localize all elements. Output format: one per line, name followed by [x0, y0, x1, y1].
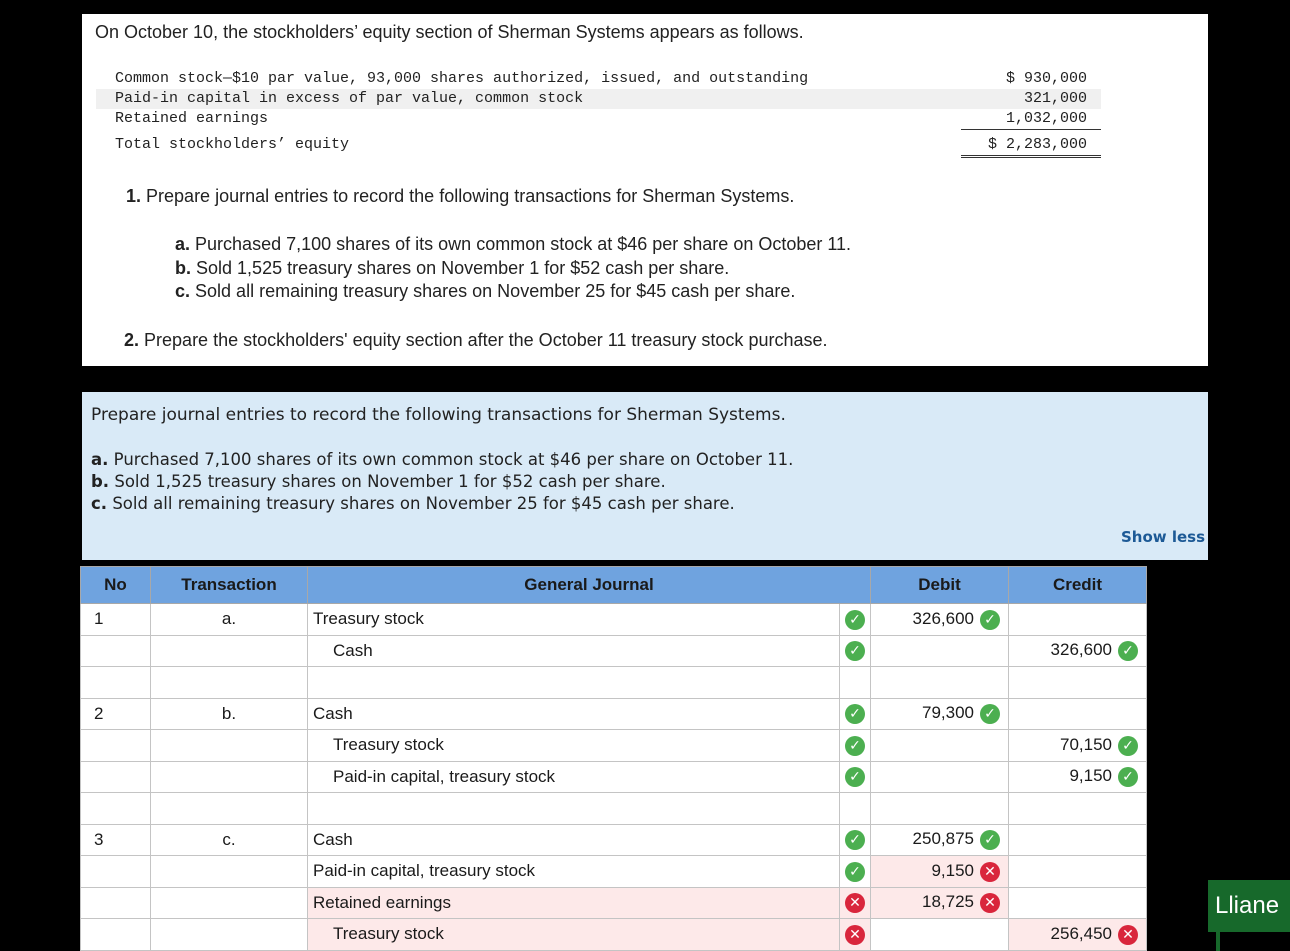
requirement-2 [124, 330, 828, 351]
transaction-letter [151, 730, 308, 762]
debit-input[interactable] [871, 761, 1009, 793]
account-input[interactable]: Retained earnings [308, 887, 840, 919]
transaction-list [175, 233, 851, 304]
check-circle-icon: ✓ [845, 736, 865, 756]
row-number [81, 856, 151, 888]
check-circle-icon: ✓ [980, 704, 1000, 724]
credit-value: 70,150 [1060, 734, 1112, 754]
equity-amount: $ 930,000 [1005, 70, 1087, 87]
table-header-row [81, 567, 1147, 604]
account-input[interactable]: Paid-in capital, treasury stock [308, 761, 840, 793]
x-circle-icon: ✕ [1118, 925, 1138, 945]
name-tag-decoration [1216, 932, 1220, 951]
transaction-letter [151, 793, 308, 825]
equity-label: Common stock—$10 par value, 93,000 shares authorized, issued, and outstanding [115, 70, 809, 87]
debit-value: 18,725 [922, 892, 974, 912]
table-row [81, 761, 1147, 793]
x-circle-icon: ✕ [980, 862, 1000, 882]
account-status [840, 635, 871, 667]
transaction-letter [151, 919, 308, 951]
requirement-number: 2. [124, 330, 140, 350]
credit-input[interactable] [1009, 887, 1147, 919]
account-input[interactable]: Treasury stock [308, 604, 840, 636]
item-text: Purchased 7,100 shares of its own common stock at $46 per share on October 11. [195, 234, 852, 254]
item-letter: c. [175, 281, 191, 301]
debit-input[interactable] [871, 824, 1009, 856]
item-text: Sold all remaining treasury shares on November 25 for $45 cash per share. [112, 494, 735, 513]
header-credit: Credit [1009, 567, 1147, 604]
intro-text: On October 10, the stockholders’ equity section of Sherman Systems appears as follows. [95, 22, 804, 42]
account-input[interactable]: Cash [308, 635, 840, 667]
credit-input[interactable] [1009, 604, 1147, 636]
check-circle-icon: ✓ [1118, 736, 1138, 756]
credit-value: 326,600 [1050, 640, 1112, 660]
account-input[interactable]: Cash [308, 824, 840, 856]
account-status [840, 698, 871, 730]
debit-value: 326,600 [912, 608, 974, 628]
equity-table [96, 69, 1101, 155]
debit-input[interactable] [871, 730, 1009, 762]
item-letter: b. [91, 472, 110, 491]
account-status [840, 887, 871, 919]
table-row [81, 919, 1147, 951]
instruction-panel [82, 392, 1208, 560]
equity-total-row [96, 135, 1101, 155]
table-row [81, 887, 1147, 919]
credit-value: 9,150 [1069, 766, 1112, 786]
list-item [175, 280, 851, 304]
debit-input[interactable] [871, 604, 1009, 636]
check-circle-icon: ✓ [1118, 767, 1138, 787]
transaction-letter [151, 887, 308, 919]
row-number: 2 [81, 698, 151, 730]
header-no: No [81, 567, 151, 604]
table-row [81, 635, 1147, 667]
equity-label: Total stockholders’ equity [115, 136, 350, 153]
debit-input[interactable] [871, 887, 1009, 919]
transaction-letter: c. [151, 824, 308, 856]
list-item [91, 493, 793, 515]
x-circle-icon: ✕ [980, 893, 1000, 913]
account-status [840, 604, 871, 636]
x-circle-icon: ✕ [845, 925, 865, 945]
equity-amount: 321,000 [1023, 90, 1087, 107]
check-circle-icon: ✓ [845, 610, 865, 630]
row-number: 3 [81, 824, 151, 856]
account-input[interactable]: Cash [308, 698, 840, 730]
account-input[interactable] [308, 667, 840, 699]
requirement-1 [126, 186, 794, 207]
item-letter: c. [91, 494, 108, 513]
table-row [81, 793, 1147, 825]
account-status [840, 793, 871, 825]
instruction-list [91, 449, 793, 515]
header-debit: Debit [871, 567, 1009, 604]
account-status [840, 824, 871, 856]
table-row [81, 698, 1147, 730]
item-letter: b. [175, 257, 191, 278]
item-letter: a. [91, 450, 109, 469]
credit-input[interactable] [1009, 667, 1147, 699]
table-row [81, 667, 1147, 699]
equity-amount: 1,032,000 [961, 109, 1101, 130]
credit-input[interactable] [1009, 761, 1147, 793]
equity-row [96, 69, 1101, 89]
debit-input[interactable] [871, 856, 1009, 888]
item-text: Sold 1,525 treasury shares on November 1 for $52 cash per share. [196, 257, 730, 278]
check-circle-icon: ✓ [980, 830, 1000, 850]
credit-input[interactable] [1009, 698, 1147, 730]
debit-input[interactable] [871, 919, 1009, 951]
account-input[interactable]: Treasury stock [308, 919, 840, 951]
debit-value: 250,875 [912, 829, 974, 849]
credit-input[interactable] [1009, 919, 1147, 951]
transaction-letter [151, 761, 308, 793]
requirement-text: Prepare journal entries to record the following transactions for Sherman Systems. [146, 186, 795, 206]
account-status [840, 761, 871, 793]
table-row [81, 730, 1147, 762]
debit-input[interactable] [871, 635, 1009, 667]
instruction-title: Prepare journal entries to record the following transactions for Sherman Systems. [91, 405, 786, 425]
row-number: 1 [81, 604, 151, 636]
equity-row [96, 89, 1101, 109]
debit-input[interactable] [871, 793, 1009, 825]
row-number [81, 761, 151, 793]
equity-label: Paid-in capital in excess of par value, common stock [115, 90, 584, 107]
account-status [840, 919, 871, 951]
debit-input[interactable] [871, 698, 1009, 730]
row-number [81, 919, 151, 951]
check-circle-icon: ✓ [845, 830, 865, 850]
row-number [81, 887, 151, 919]
credit-input[interactable] [1009, 635, 1147, 667]
debit-value: 79,300 [922, 703, 974, 723]
list-item [175, 257, 851, 281]
credit-input[interactable] [1009, 856, 1147, 888]
debit-value: 9,150 [931, 860, 974, 880]
row-number [81, 730, 151, 762]
list-item [175, 233, 851, 257]
equity-amount: $ 2,283,000 [961, 135, 1101, 158]
account-status [840, 730, 871, 762]
credit-value: 256,450 [1050, 923, 1112, 943]
item-text: Sold all remaining treasury shares on November 25 for $45 cash per share. [195, 281, 796, 301]
equity-label: Retained earnings [115, 110, 269, 127]
list-item [91, 471, 793, 493]
item-text: Purchased 7,100 shares of its own common stock at $46 per share on October 11. [113, 450, 794, 469]
header-transaction: Transaction [151, 567, 308, 604]
account-status [840, 667, 871, 699]
credit-input[interactable] [1009, 824, 1147, 856]
transaction-letter [151, 856, 308, 888]
row-number [81, 635, 151, 667]
account-input[interactable] [308, 793, 840, 825]
row-number [81, 793, 151, 825]
check-circle-icon: ✓ [1118, 641, 1138, 661]
item-letter: a. [175, 234, 191, 254]
transaction-letter [151, 635, 308, 667]
problem-panel [82, 14, 1208, 366]
transaction-letter [151, 667, 308, 699]
show-less-link[interactable]: Show less [1121, 528, 1206, 546]
x-circle-icon: ✕ [845, 893, 865, 913]
check-circle-icon: ✓ [980, 610, 1000, 630]
credit-input[interactable] [1009, 730, 1147, 762]
header-general-journal: General Journal [308, 567, 871, 604]
table-row [81, 856, 1147, 888]
user-name-tag: Lliane [1208, 880, 1290, 932]
general-journal-table [80, 566, 1147, 951]
list-item [91, 449, 793, 471]
check-circle-icon: ✓ [845, 862, 865, 882]
table-row [81, 604, 1147, 636]
account-input[interactable]: Paid-in capital, treasury stock [308, 856, 840, 888]
credit-input[interactable] [1009, 793, 1147, 825]
requirement-number: 1. [126, 186, 142, 206]
requirement-text: Prepare the stockholders' equity section after the October 11 treasury stock purchase. [144, 330, 828, 350]
debit-input[interactable] [871, 667, 1009, 699]
check-circle-icon: ✓ [845, 704, 865, 724]
equity-row [96, 109, 1101, 129]
table-row [81, 824, 1147, 856]
check-circle-icon: ✓ [845, 641, 865, 661]
account-status [840, 856, 871, 888]
check-circle-icon: ✓ [845, 767, 865, 787]
transaction-letter: b. [151, 698, 308, 730]
item-text: Sold 1,525 treasury shares on November 1 for $52 cash per share. [114, 472, 666, 491]
transaction-letter: a. [151, 604, 308, 636]
account-input[interactable]: Treasury stock [308, 730, 840, 762]
row-number [81, 667, 151, 699]
